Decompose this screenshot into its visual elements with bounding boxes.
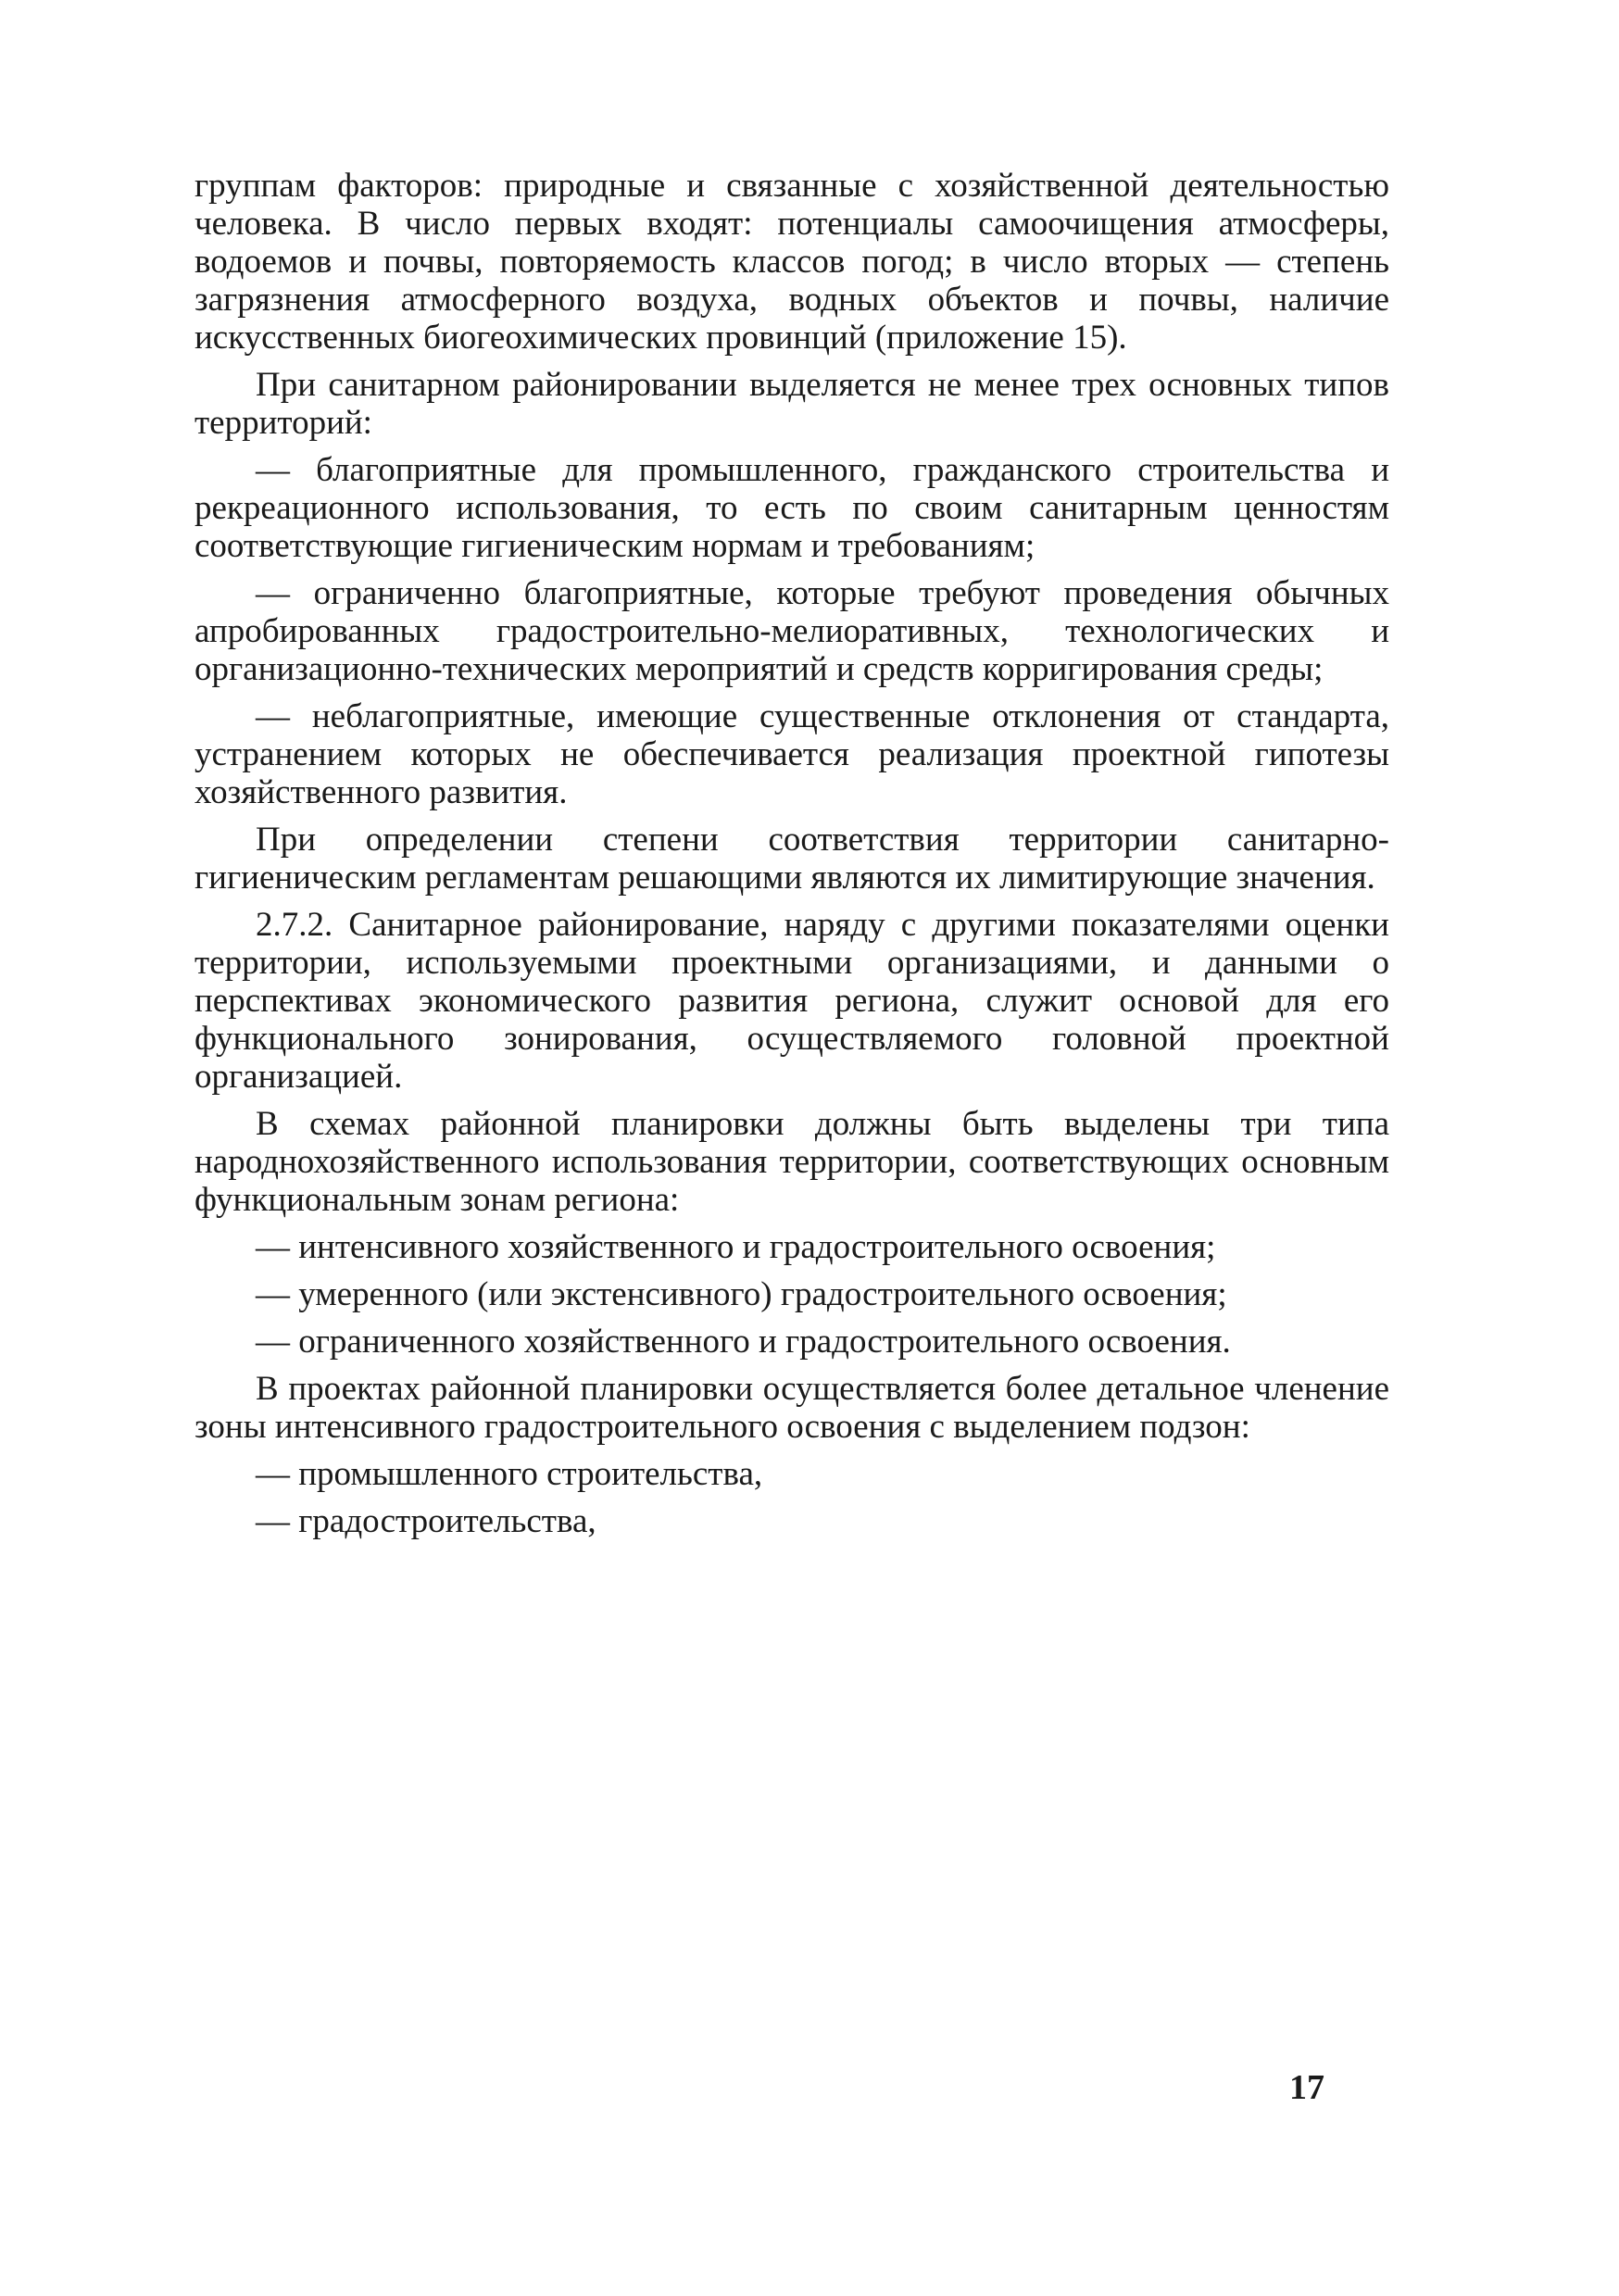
list-item-intensive: — интенсивного хозяйственного и градостроительного освоения; [256,1228,1216,1266]
paragraph-subzones-intro: В проектах районной планировки осуществляется более детальное членение зоны интенсивного градостроительного освоения с выделением подзон: [195,1370,1389,1446]
paragraph-planning-schemes: В схемах районной планировки должны быть выделены три типа народнохозяйственного использования территории, соответствующих основным функциональным зонам региона: [195,1105,1389,1219]
list-item-industrial: — промышленного строительства, [256,1455,763,1493]
page-number: 17 [1289,2068,1324,2107]
page-body [195,167,1389,1549]
list-item-limited: — ограниченного хозяйственного и градостроительного освоения. [256,1323,1231,1361]
paragraph-factor-groups: группам факторов: природные и связанные с хозяйственной деятельностью человека. В число первых входят: потенциалы самоочищения атмосферы, водоемов и почвы, повторяемость классов погод; в число вторых — степень загрязнения атмосферного воздуха, водных объектов и почвы, наличие искусственных биогеохимических провинций (приложение 15). [195,167,1389,357]
paragraph-territory-types-intro: При санитарном районировании выделяется не менее трех основных типов территорий: [195,366,1389,442]
paragraph-section-2-7-2: 2.7.2. Санитарное районирование, наряду с другими показателями оценки территории, используемыми проектными организациями, и данными о перспективах экономического развития региона, служит основой для его функционального зонирования, осуществляемого головной проектной организацией. [195,906,1389,1096]
list-item-urban: — градостроительства, [256,1502,596,1540]
list-item-favorable: — благоприятные для промышленного, гражданского строительства и рекреационного использования, то есть по своим санитарным ценностям соответствующие гигиеническим нормам и требованиям; [195,451,1389,565]
paragraph-limiting-values: При определении степени соответствия территории санитарно-гигиеническим регламентам решающими являются их лимитирующие значения. [195,821,1389,897]
list-item-limited-favorable: — ограниченно благоприятные, которые требуют проведения обычных апробированных градостроительно-мелиоративных, технологических и организационно-технических мероприятий и средств корригирования среды; [195,574,1389,688]
list-item-moderate: — умеренного (или экстенсивного) градостроительного освоения; [256,1275,1227,1313]
list-item-unfavorable: — неблагоприятные, имеющие существенные отклонения от стандарта, устранением которых не обеспечивается реализация проектной гипотезы хозяйственного развития. [195,697,1389,811]
